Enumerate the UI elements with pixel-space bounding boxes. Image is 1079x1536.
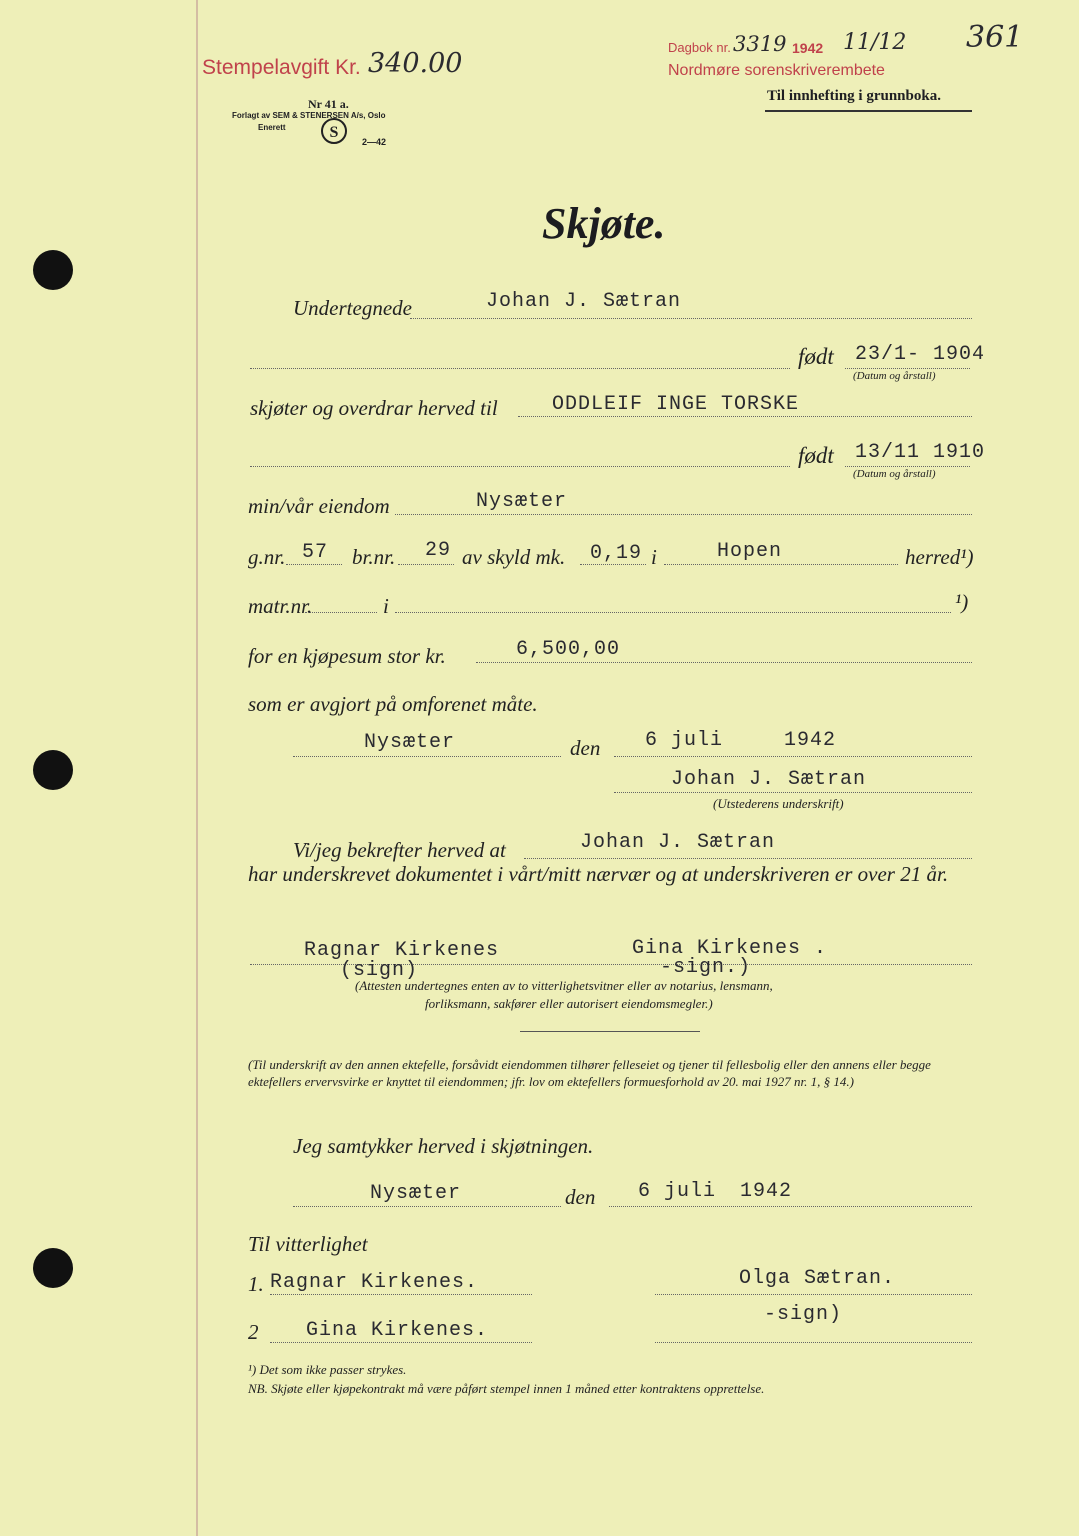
binder-hole-middle [33, 750, 73, 790]
price-line [476, 662, 972, 663]
svg-text:S: S [329, 124, 339, 141]
vitterlighet-n2: 2 [248, 1320, 259, 1344]
issuer-label: (Utstederens underskrift) [713, 796, 844, 811]
signing-date-line [614, 756, 972, 757]
form-number: Nr 41 a. [308, 97, 349, 111]
issuer-signature: Johan J. Sætran [671, 768, 867, 791]
price-label: for en kjøpesum stor kr. [248, 644, 446, 668]
seller-blank-line [250, 368, 790, 369]
witness-confirm-line [524, 858, 972, 859]
filing-note: Til innhefting i grunnboka. [767, 88, 941, 104]
witness2-name: Gina Kirkenes . [632, 937, 828, 960]
consent-date: 6 juli [638, 1180, 717, 1203]
stamp-duty-label: Stempelavgift Kr. [202, 56, 361, 79]
stamp-duty-amount: 340.00 [368, 48, 463, 79]
property-label: min/vår eiendom [248, 494, 390, 518]
brnr-value: 29 [425, 539, 452, 562]
vitterlighet-n1: 1. [248, 1272, 264, 1296]
buyer-name: ODDLEIF INGE TORSKE [552, 393, 800, 416]
attest-note-line2: forliksmann, sakfører eller autorisert eiendomsmegler.) [425, 996, 713, 1011]
spouse-sign: -sign) [764, 1303, 843, 1326]
buyer-line [518, 416, 972, 417]
buyer-date-hint: (Datum og årstall) [853, 468, 936, 480]
municipality: Hopen [717, 540, 783, 563]
filing-underline [765, 110, 972, 112]
consent-place: Nysæter [370, 1182, 462, 1205]
price-settled: som er avgjort på omforenet måte. [248, 692, 538, 716]
page-number: 361 [966, 20, 1024, 55]
herred-label: herred¹) [905, 545, 974, 569]
seller-born-line [845, 368, 970, 369]
binder-hole-top [33, 250, 73, 290]
witness-confirm-label: Vi/jeg bekrefter herved at [293, 838, 506, 862]
consent-date-line [609, 1206, 972, 1207]
matr-line [305, 612, 377, 613]
section-divider [520, 1031, 700, 1032]
seller-label: Undertegnede [293, 296, 412, 320]
spouse-signature: Olga Sætran. [739, 1267, 896, 1290]
matr-footnote: ¹) [955, 590, 969, 614]
municipality-i-label: i [651, 545, 657, 569]
spouse-signature-line [655, 1294, 972, 1295]
price-amount: 6,500,00 [516, 638, 621, 661]
seller-born-date: 23/1- 1904 [855, 343, 986, 366]
matr-i-line [395, 612, 951, 613]
publisher-date: 2—42 [362, 137, 387, 147]
property-name: Nysæter [476, 490, 568, 513]
signing-den: den [570, 736, 601, 760]
witness1-name: Ragnar Kirkenes [304, 939, 500, 962]
vitterlighet-line1 [270, 1294, 532, 1295]
witness2-sign: -sign.) [660, 956, 752, 979]
witness-confirm-text: har underskrevet dokumentet i vårt/mitt nærvær og at underskriveren er over 21 år. [248, 862, 949, 886]
signing-year: 1942 [784, 729, 837, 752]
buyer-born-date: 13/11 1910 [855, 441, 986, 464]
publisher-enerett: Enerett [258, 123, 286, 132]
footnote-nb: NB. Skjøte eller kjøpekontrakt må være påført stempel innen 1 måned etter kontraktens opprettelse. [248, 1381, 765, 1396]
consent-place-line [293, 1206, 561, 1207]
gnr-label: g.nr. [248, 545, 286, 569]
vitterlighet-line2 [270, 1342, 532, 1343]
seller-line [410, 318, 972, 319]
office-stamp: Nordmøre sorenskriverembete [668, 62, 885, 79]
buyer-born-label: født [798, 443, 834, 468]
attest-note-line1: (Attesten undertegnes enten av to vitterlighetsvitner eller av notarius, lensmann, [355, 978, 773, 993]
page-margin-line [196, 0, 198, 1536]
journal-number: 3319 [733, 32, 787, 56]
brnr-line [398, 564, 454, 565]
skyld-label: av skyld mk. [462, 545, 566, 569]
signing-place: Nysæter [364, 731, 456, 754]
skyld-value: 0,19 [590, 542, 643, 565]
property-line [395, 514, 972, 515]
publisher-logo-icon [318, 116, 350, 146]
buyer-blank-line [250, 466, 790, 467]
signing-place-line [293, 756, 561, 757]
brnr-label: br.nr. [352, 545, 396, 569]
gnr-line [286, 564, 342, 565]
consent-year: 1942 [740, 1180, 793, 1203]
journal-prefix: Dagbok nr. [668, 40, 731, 55]
spouse-extra-line [655, 1342, 972, 1343]
spouse-note: (Til underskrift av den annen ektefelle, forsåvidt eiendommen tilhører felleseiet og tjener til fellesbolig eller den annens eller begge ektefellers ervervsvirke er knyttet til eiendommen; jfr. lov om ektefellers formuesforhold av 20. mai 1927 nr. 1, § 14.) [248, 1057, 931, 1089]
journal-date: 11/12 [843, 30, 907, 55]
footnote-1: ¹) Det som ikke passer strykes. [248, 1362, 407, 1377]
municipality-line [664, 564, 898, 565]
matr-label: matr.nr. [248, 594, 313, 618]
seller-date-hint: (Datum og årstall) [853, 370, 936, 382]
matr-i-label: i [383, 594, 389, 618]
transfer-label: skjøter og overdrar herved til [250, 396, 498, 420]
witness1-sign: (sign) [340, 959, 419, 982]
vitterlighet-witness2: Gina Kirkenes. [306, 1319, 489, 1342]
signing-date: 6 juli [645, 729, 724, 752]
vitterlighet-label: Til vitterlighet [248, 1232, 368, 1256]
gnr-value: 57 [302, 541, 329, 564]
witness-confirm-name: Johan J. Sætran [580, 831, 776, 854]
publisher-line: Forlagt av SEM & STENERSEN A/s, Oslo [232, 111, 386, 120]
seller-born-label: født [798, 344, 834, 369]
seller-name: Johan J. Sætran [486, 290, 682, 313]
issuer-signature-line [614, 792, 972, 793]
binder-hole-bottom [33, 1248, 73, 1288]
journal-year: 1942 [792, 40, 824, 56]
consent-den: den [565, 1185, 596, 1209]
vitterlighet-witness1: Ragnar Kirkenes. [270, 1271, 479, 1294]
page-title: Skjøte. [542, 199, 666, 248]
consent-text: Jeg samtykker herved i skjøtningen. [293, 1134, 594, 1158]
buyer-born-line [845, 466, 970, 467]
